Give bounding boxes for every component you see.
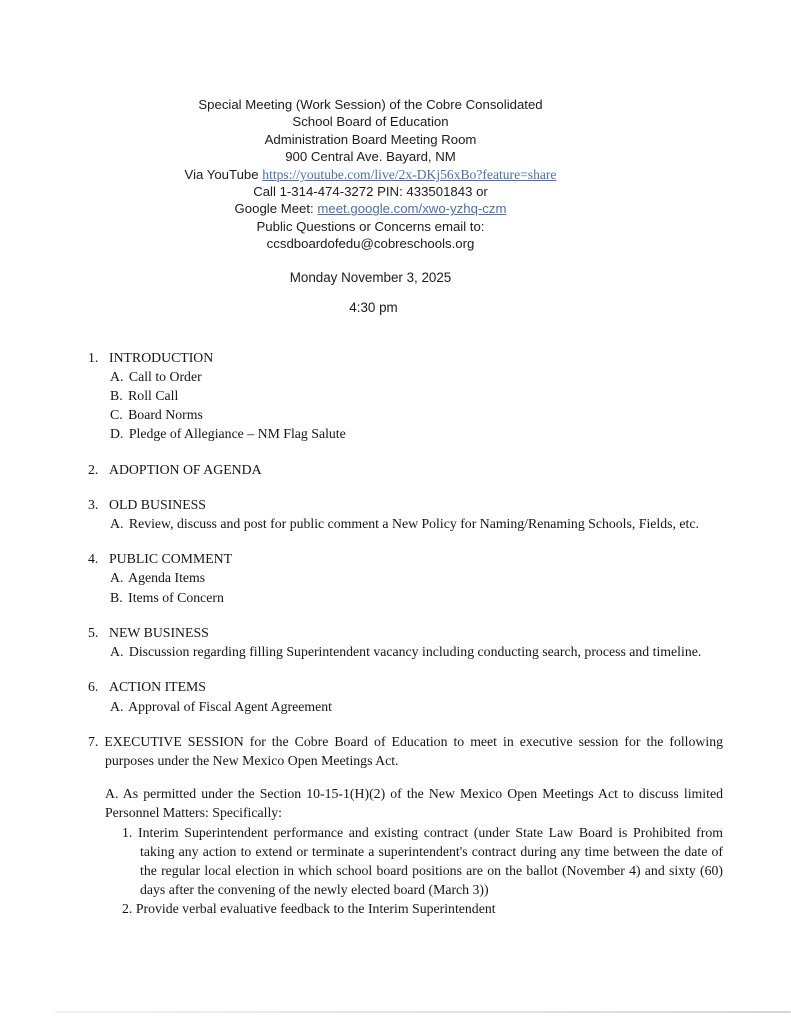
agenda-section-introduction [88,348,723,444]
section-number: 7. [88,733,99,749]
item-marker: B. [110,388,123,404]
item-marker: A. [110,698,124,714]
header-title-line-2: School Board of Education [292,114,449,130]
item-text: Agenda Items [128,570,206,586]
agenda-section-executive-session [88,732,723,919]
section-number: 1. [88,349,99,365]
section-title-text: EXECUTIVE SESSION [104,733,244,749]
section-title [88,677,723,696]
section-title [88,495,723,514]
item-text: Review, discuss and post for public comment a New Policy for Naming/Renaming Schools, Fields, etc. [128,516,699,532]
agenda-item [88,386,723,405]
agenda-item [88,568,723,587]
meeting-time: 4:30 pm [349,299,398,315]
agenda-body [0,348,791,919]
section-title [88,549,723,568]
agenda-subitem [88,899,723,918]
agenda-item [88,514,723,533]
section-title-text: OLD BUSINESS [109,496,206,512]
header-address-line: 900 Central Ave. Bayard, NM [285,149,456,165]
section-title [88,348,723,367]
agenda-item [88,697,723,716]
agenda-subitem [88,823,723,900]
google-meet-line [0,200,766,217]
subitem-text: Provide verbal evaluative feedback to the Interim Superintendent [135,901,496,917]
document-header [0,96,766,253]
item-text: Approval of Fiscal Agent Agreement [128,698,332,714]
item-marker: B. [110,589,123,605]
agenda-item [88,642,723,661]
item-marker: A. [110,368,124,384]
google-meet-link[interactable]: meet.google.com/xwo-yzhq-czm [317,201,507,217]
agenda-section-old-business [88,495,723,533]
section-title-text: ADOPTION OF AGENDA [109,461,262,477]
item-marker: A. [110,516,124,532]
section-number: 6. [88,679,99,695]
agenda-item [88,424,723,443]
item-text: Roll Call [128,388,179,404]
agenda-item [88,784,723,822]
section-title [88,732,723,770]
section-title-text: INTRODUCTION [109,349,214,365]
item-marker: A. [110,644,124,660]
header-title-line-1: Special Meeting (Work Session) of the Cobre Consolidated [198,97,543,112]
section-number: 5. [88,624,99,640]
section-title-text: NEW BUSINESS [109,624,209,640]
youtube-line [0,166,766,183]
item-text: Pledge of Allegiance – NM Flag Salute [128,426,346,442]
youtube-link[interactable]: https://youtube.com/live/2x-DKj56xBo?feature=share [262,166,557,182]
item-marker: D. [110,426,124,442]
item-text: Items of Concern [128,589,224,605]
agenda-item [88,588,723,607]
youtube-prefix-label: Via YouTube [184,166,259,182]
section-number: 3. [88,496,99,512]
section-number: 4. [88,551,99,567]
item-marker: C. [110,407,123,423]
call-in-line: Call 1-314-474-3272 PIN: 433501843 or [253,184,488,200]
header-location-line: Administration Board Meeting Room [264,131,477,147]
section-number: 2. [88,461,99,477]
section-title-text: PUBLIC COMMENT [109,551,233,567]
section-title [88,460,723,479]
google-meet-prefix-label: Google Meet: [234,201,314,217]
section-title [88,623,723,642]
item-text: As permitted under the Section 10-15-1(H)(2) of the New Mexico Open Meetings Act to discuss limited Personnel Matters: Specifically: [105,786,723,821]
item-text: Call to Order [128,368,202,384]
scan-edge-artifact [55,1011,791,1013]
agenda-item [88,367,723,386]
subitem-marker: 2. [122,901,133,917]
subitem-text: Interim Superintendent performance and existing contract (under State Law Board is Prohibited from taking any action to extend or terminate a superintendent's contract during any time between the date of the regular local election in which school board positions are on the ballot (November 4) and sixty (60) days after the convening of the newly elected board (March 3)) [138,824,724,898]
agenda-section-action-items [88,677,723,715]
agenda-section-new-business [88,623,723,661]
item-marker: A. [110,570,124,586]
item-marker: A. [105,786,119,802]
subitem-marker: 1. [122,824,133,840]
item-text: Discussion regarding filling Superintendent vacancy including conducting search, process and timeline. [128,644,702,660]
agenda-section-public-comment [88,549,723,607]
section-title-continuation: for the Cobre Board of Education to meet in executive session for the following purposes under the New Mexico Open Meetings Act. [105,733,723,768]
email-address-line: ccsdboardofedu@cobreschools.org [266,236,475,252]
agenda-item [88,405,723,424]
meeting-date: Monday November 3, 2025 [289,269,452,285]
section-title-text: ACTION ITEMS [109,679,206,695]
email-prompt-line: Public Questions or Concerns email to: [256,218,485,234]
item-text: Board Norms [128,407,203,423]
agenda-section-adoption-of-agenda [88,460,723,479]
